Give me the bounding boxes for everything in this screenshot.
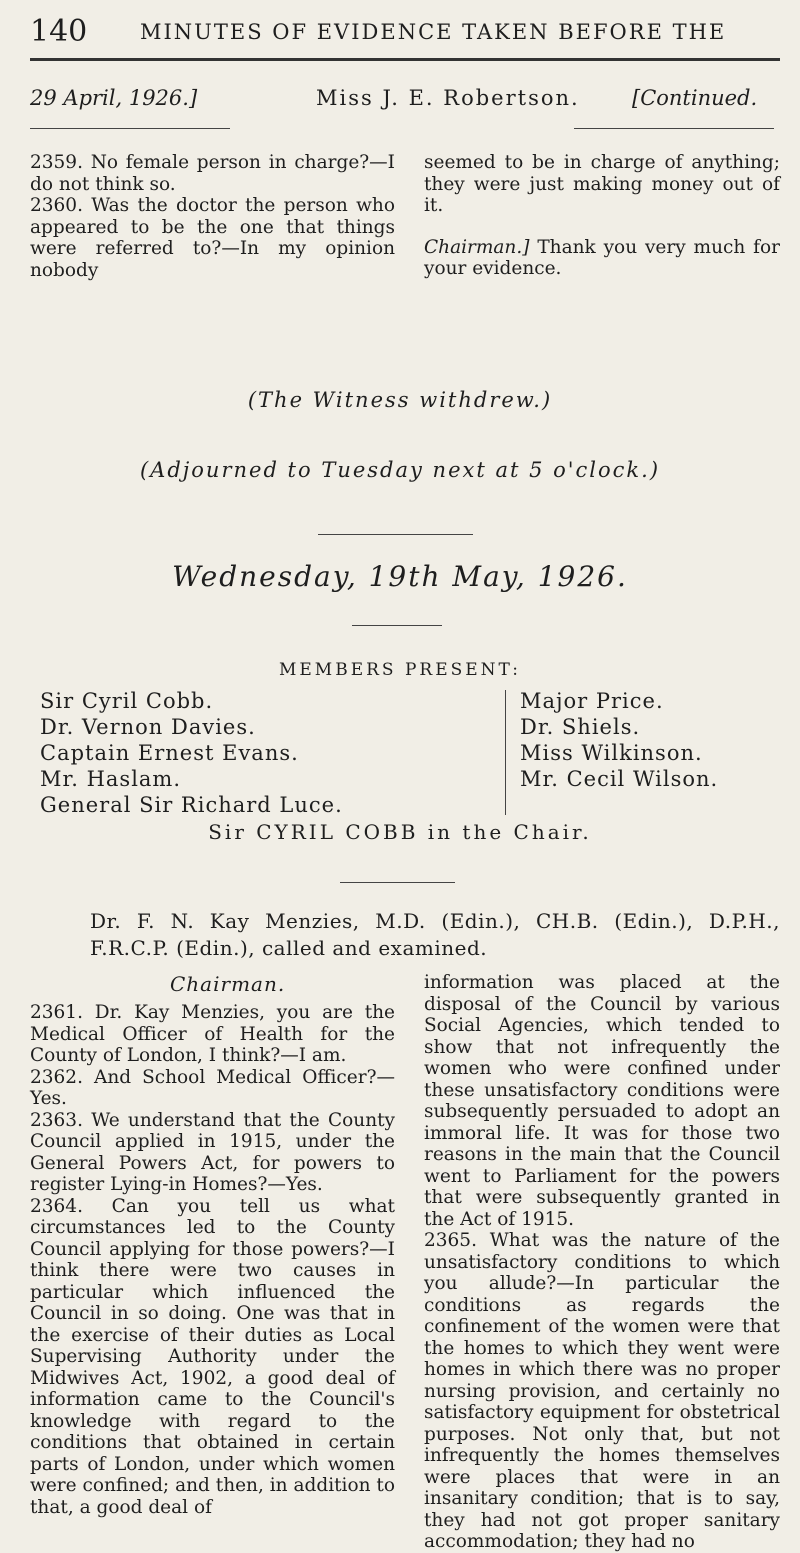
continued-rule bbox=[574, 128, 774, 129]
member-name: Mr. Haslam. bbox=[40, 767, 182, 791]
bottom-left-column bbox=[30, 1002, 395, 1518]
section-rule bbox=[318, 534, 473, 535]
member-name: General Sir Richard Luce. bbox=[40, 793, 343, 817]
chairman-heading: Chairman. bbox=[170, 972, 286, 996]
question-2363: 2363. We understand that the County Council applied in 1915, under the General Powers Act, for powers to register Lying-in Homes?—Yes. bbox=[30, 1109, 395, 1195]
member-name: Sir Cyril Cobb. bbox=[40, 689, 214, 713]
question-2362: 2362. And School Medical Officer?—Yes. bbox=[30, 1066, 395, 1109]
members-list-left bbox=[40, 688, 343, 818]
bottom-right-column bbox=[424, 972, 780, 1553]
member-name: Dr. Shiels. bbox=[520, 715, 641, 739]
chair-line: Sir CYRIL COBB in the Chair. bbox=[208, 820, 592, 844]
chairman-thanks-text: Thank you very much for your evidence. bbox=[424, 236, 780, 279]
member-name: Captain Ernest Evans. bbox=[40, 741, 299, 765]
chairman-thanks bbox=[424, 237, 780, 280]
chair-rule bbox=[340, 882, 455, 883]
session-date: 29 April, 1926.] bbox=[30, 86, 198, 110]
page-number: 140 bbox=[30, 14, 88, 49]
member-name: Major Price. bbox=[520, 689, 664, 713]
top-left-column bbox=[30, 152, 395, 281]
member-name: Mr. Cecil Wilson. bbox=[520, 767, 719, 791]
question-2364: 2364. Can you tell us what circumstances led to the County Council applying for those powers?—I think there were two causes in particular which influenced the Council in so doing. One was that in the exercise of their duties as Local Supervising Authority under the Midwives Act, 1902, a good deal of information came to the Council's knowledge with regard to the conditions that obtained in certain parts of London, under which women were confined; and then, in addition to that, a good deal of bbox=[30, 1195, 395, 1518]
witness-called: Dr. F. N. Kay Menzies, M.D. (Edin.), CH.B. (Edin.), D.P.H., F.R.C.P. (Edin.), called and examined. bbox=[90, 909, 780, 960]
members-present-heading: MEMBERS PRESENT: bbox=[278, 660, 521, 680]
question-2359: 2359. No female person in charge?—I do not think so. bbox=[30, 152, 395, 195]
witness-withdrew: (The Witness withdrew.) bbox=[247, 388, 553, 412]
header-rule bbox=[30, 58, 780, 61]
members-divider bbox=[505, 690, 506, 815]
chairman-label: Chairman.] bbox=[424, 236, 530, 258]
running-header bbox=[30, 14, 790, 50]
answer-2364-continued: information was placed at the disposal of the Council by various Social Agencies, which tended to show that not infrequently the women who were confined under these unsatisfactory conditions were subsequently persuaded to adopt an immoral life. It was for those two reasons in the main that the Council went to Parliament for the powers that were subsequently granted in the Act of 1915. bbox=[424, 972, 780, 1230]
adjournment-note: (Adjourned to Tuesday next at 5 o'clock.) bbox=[139, 458, 661, 482]
question-2365: 2365. What was the nature of the unsatisfactory conditions to which you allude?—In particular the conditions as regards the confinement of the women were that the homes to which they went were homes in which there was no proper nursing provision, and certainly no satisfactory equipment for obstetrical purposes. Not only that, but not infrequently the homes themselves were places that were in an insanitary condition; that is to say, they had not got proper sanitary accommodation; they had no bbox=[424, 1230, 780, 1552]
answer-continuation: seemed to be in charge of anything; they were just making money out of it. bbox=[424, 152, 780, 216]
question-2361: 2361. Dr. Kay Menzies, you are the Medical Officer of Health for the County of London, I think?—I am. bbox=[30, 1002, 395, 1066]
members-list-right bbox=[520, 688, 718, 792]
meeting-date: Wednesday, 19th May, 1926. bbox=[172, 560, 628, 593]
date-underline bbox=[352, 625, 442, 626]
member-name: Miss Wilkinson. bbox=[520, 741, 703, 765]
member-name: Dr. Vernon Davies. bbox=[40, 715, 256, 739]
question-2360: 2360. Was the doctor the person who appeared to be the one that things were referred to?—In my opinion nobody bbox=[30, 195, 395, 281]
top-right-column bbox=[424, 152, 780, 280]
date-rule bbox=[30, 128, 230, 129]
continued-label: [Continued. bbox=[632, 86, 758, 110]
running-title: MINUTES OF EVIDENCE TAKEN BEFORE THE bbox=[140, 20, 727, 44]
witness-name-header: Miss J. E. Robertson. bbox=[316, 86, 580, 110]
